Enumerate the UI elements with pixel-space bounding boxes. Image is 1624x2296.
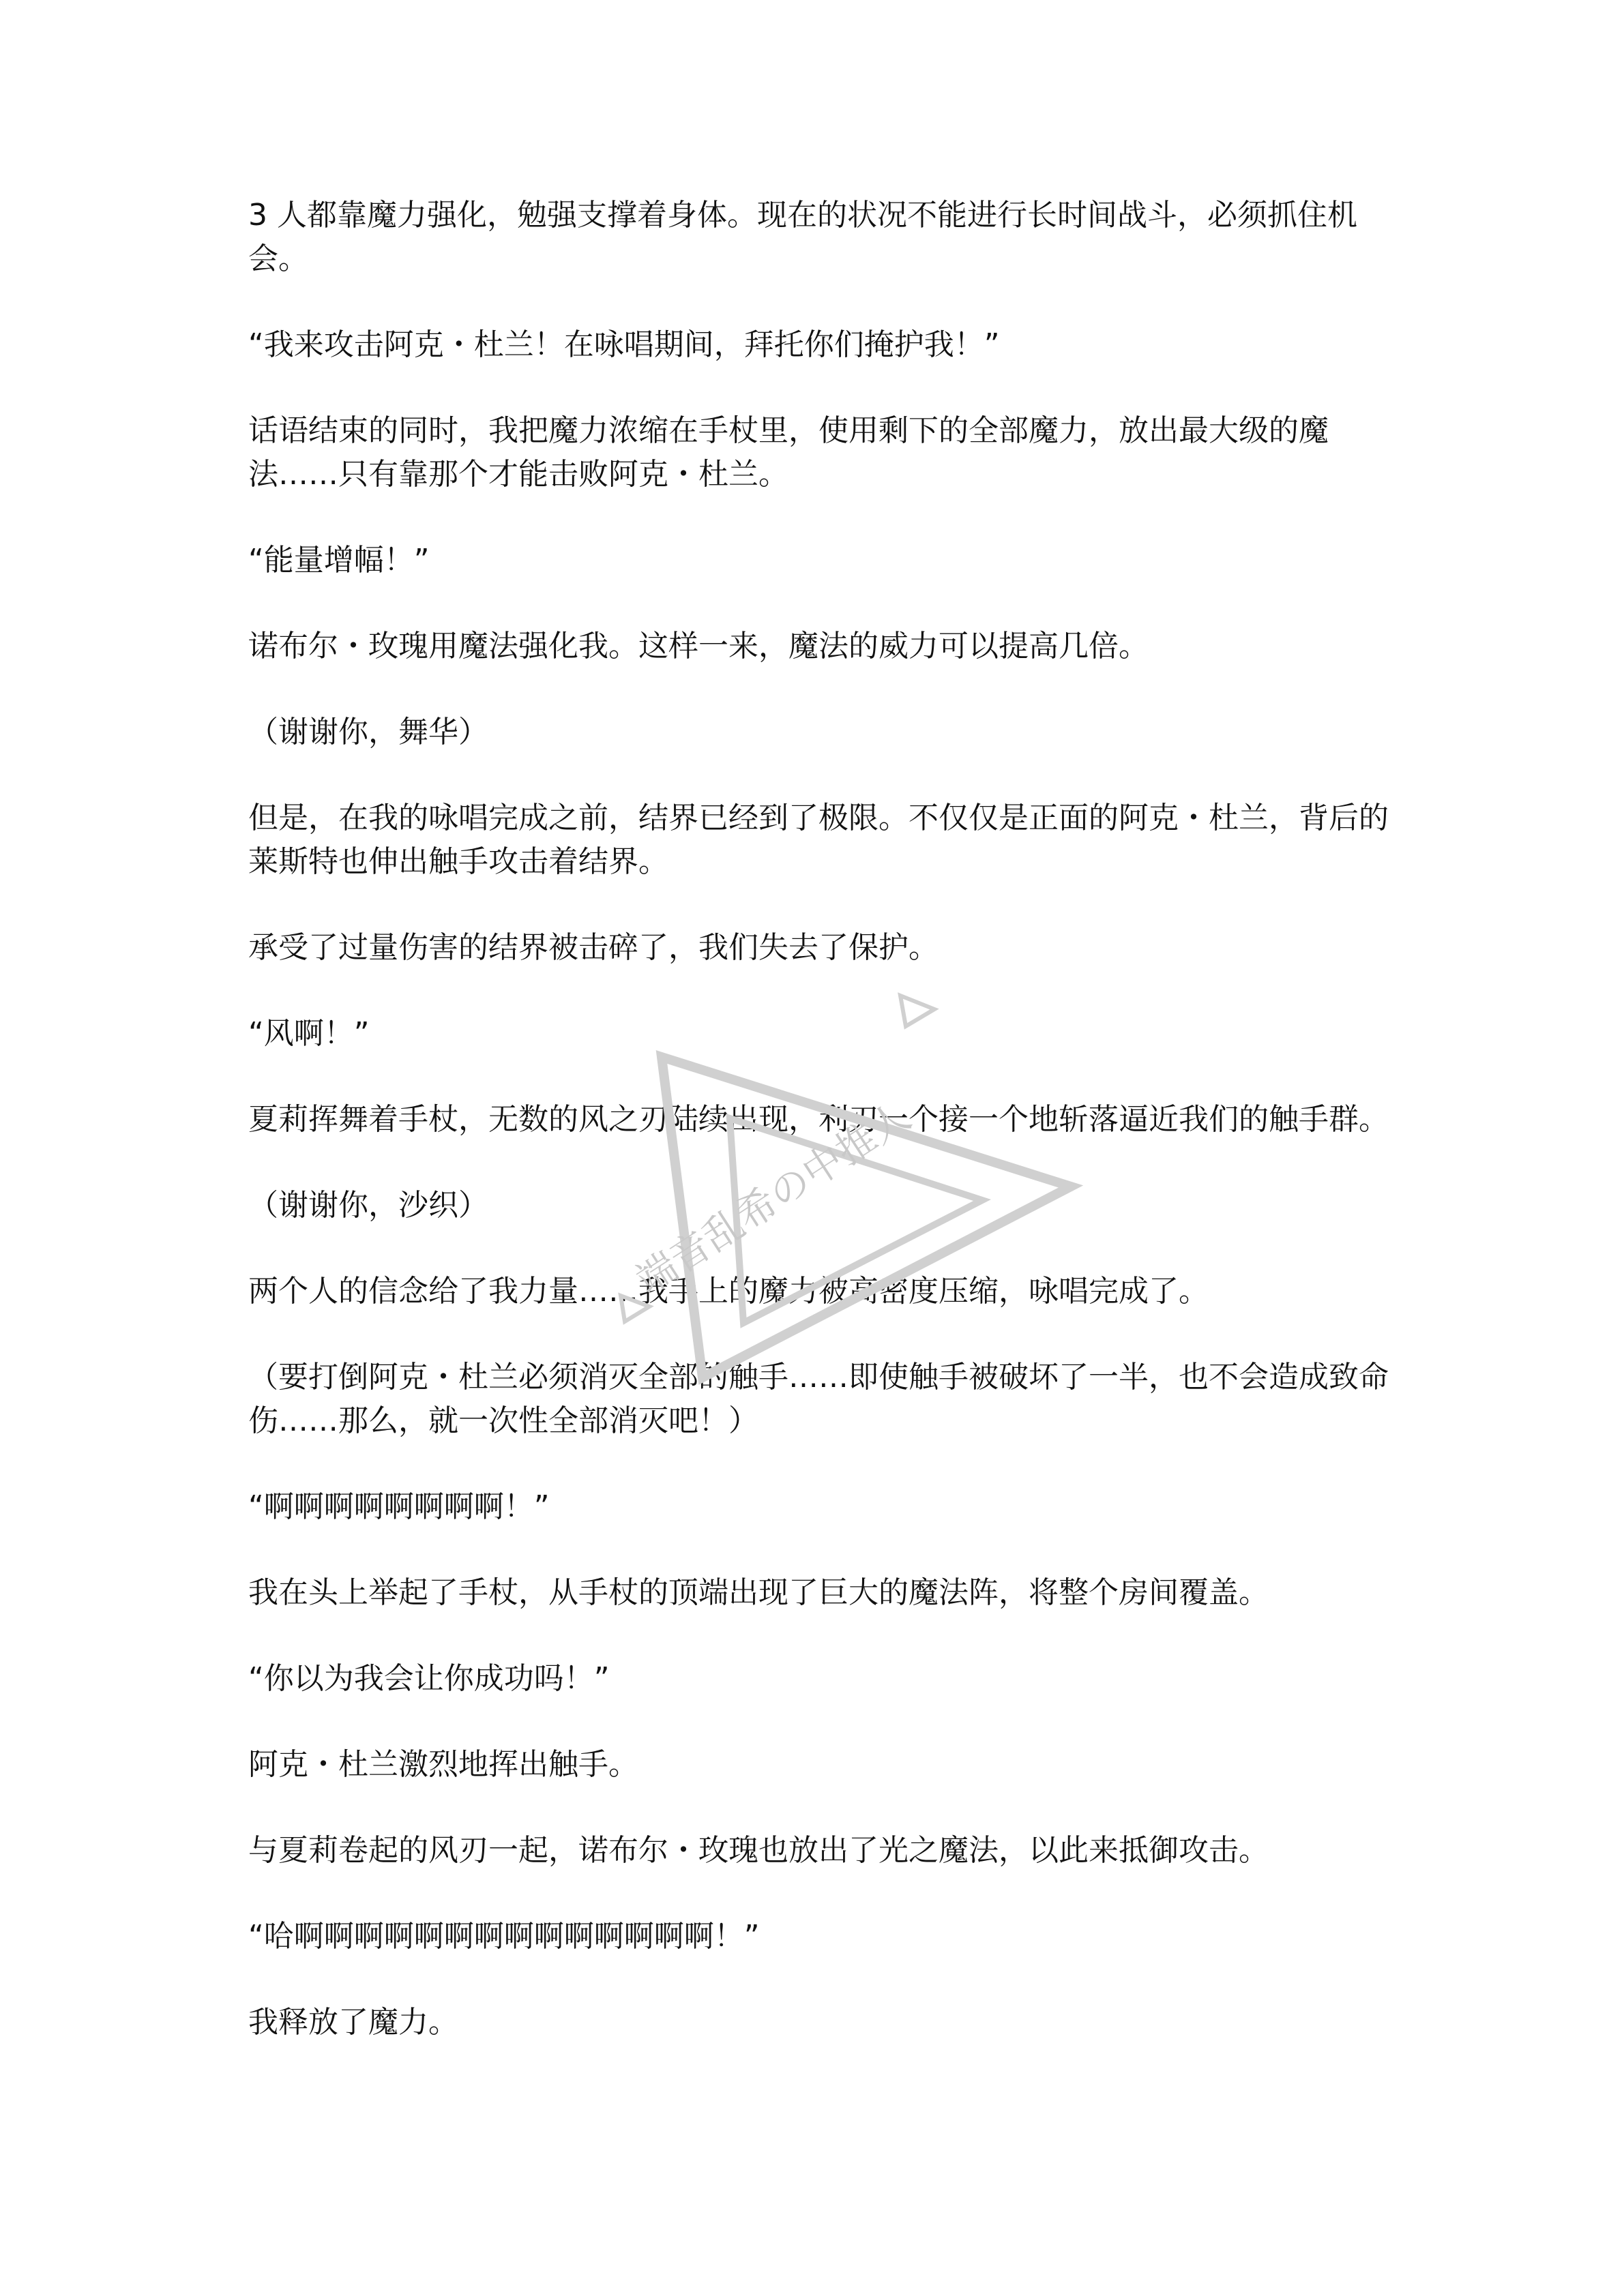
paragraph: 承受了过量伤害的结界被击碎了，我们失去了保护。 <box>248 930 939 965</box>
paragraph: 但是，在我的咏唱完成之前，结界已经到了极限。不仅仅是正面的阿克・杜兰，背后的莱斯特也伸出触手攻击着结界。 <box>248 801 1389 879</box>
paragraph: “能量增幅！” <box>248 543 430 578</box>
paragraph: 话语结束的同时，我把魔力浓缩在手杖里，使用剩下的全部魔力，放出最大级的魔法……只有靠那个才能击败阿克・杜兰。 <box>248 413 1329 492</box>
paragraph: “哈啊啊啊啊啊啊啊啊啊啊啊啊啊啊！” <box>248 1919 760 1954</box>
paragraph: 我释放了魔力。 <box>248 2005 458 2040</box>
paragraph: （谢谢你，舞华） <box>248 715 488 749</box>
paragraph: “啊啊啊啊啊啊啊啊！” <box>248 1489 550 1524</box>
paragraph: “你以为我会让你成功吗！” <box>248 1661 610 1696</box>
paragraph: 我在头上举起了手杖，从手杖的顶端出现了巨大的魔法阵，将整个房间覆盖。 <box>248 1575 1269 1610</box>
paragraph: 诺布尔・玫瑰用魔法强化我。这样一来，魔法的威力可以提高几倍。 <box>248 629 1149 664</box>
paragraph: （谢谢你，沙织） <box>248 1188 488 1223</box>
watermark-text: 端音乱希の中推人 <box>628 1092 919 1304</box>
paragraph: （要打倒阿克・杜兰必须消灭全部的触手……即使触手被破坏了一半，也不会造成致命伤……那么，就一次性全部消灭吧！） <box>248 1360 1389 1438</box>
paragraph: 阿克・杜兰激烈地挥出触手。 <box>248 1747 638 1782</box>
paragraph: “风啊！” <box>248 1016 370 1051</box>
paragraph: 与夏莉卷起的风刃一起，诺布尔・玫瑰也放出了光之魔法，以此来抵御攻击。 <box>248 1833 1269 1868</box>
paragraph: 夏莉挥舞着手杖，无数的风之刃陆续出现，利刃一个接一个地斩落逼近我们的触手群。 <box>248 1102 1389 1137</box>
paragraph: 两个人的信念给了我力量……我手上的魔力被高密度压缩，咏唱完成了。 <box>248 1274 1209 1309</box>
paragraph: “我来攻击阿克・杜兰！在咏唱期间，拜托你们掩护我！” <box>248 327 1000 362</box>
paragraph: 3 人都靠魔力强化，勉强支撑着身体。现在的状况不能进行长时间战斗，必须抓住机会。 <box>248 198 1357 276</box>
body-text <box>248 194 1394 2087</box>
